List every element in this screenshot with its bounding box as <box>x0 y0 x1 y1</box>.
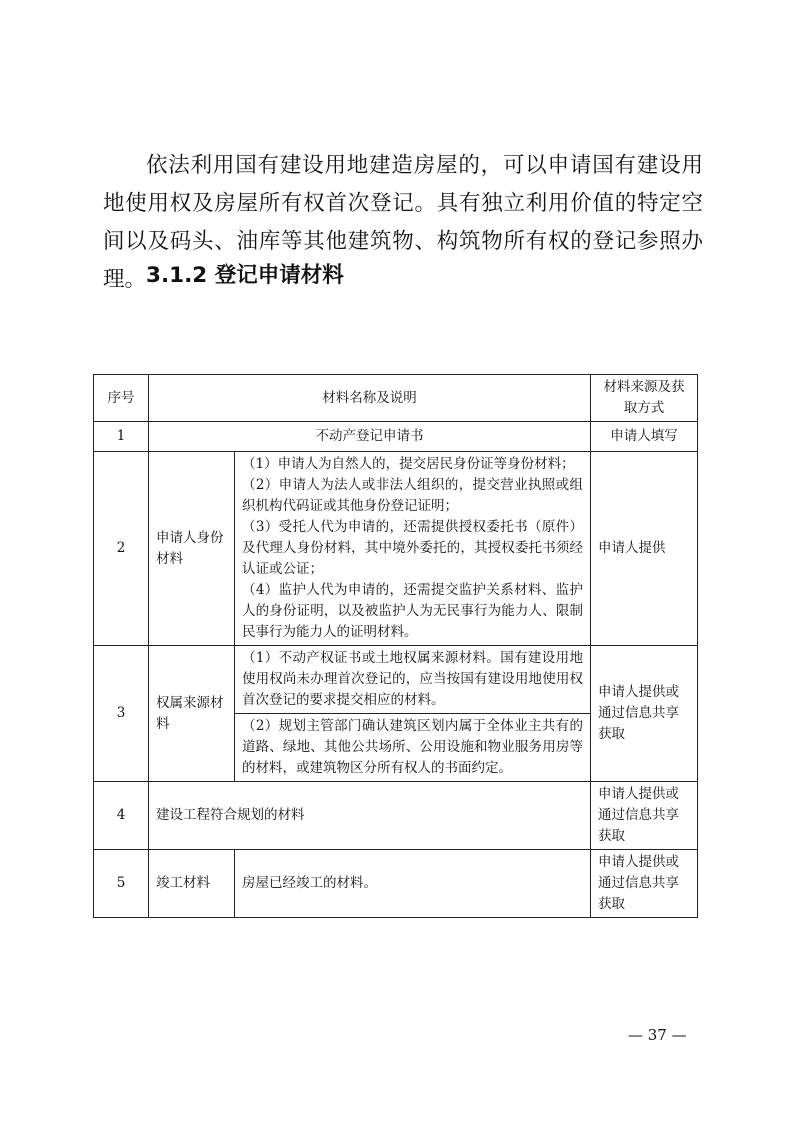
row-name: 建设工程符合规划的材料 <box>149 782 591 850</box>
row-seq: 2 <box>94 452 149 646</box>
table-row <box>94 782 698 850</box>
row-name: 申请人身份材料 <box>149 452 235 646</box>
table-row <box>94 452 698 646</box>
row-detail <box>235 452 591 646</box>
row-seq: 1 <box>94 422 149 452</box>
row-seq: 3 <box>94 646 149 782</box>
header-name: 材料名称及说明 <box>149 375 591 422</box>
row-source: 申请人填写 <box>591 422 698 452</box>
row-source: 申请人提供 <box>591 452 698 646</box>
row-name: 竣工材料 <box>149 850 235 918</box>
row-detail: （1）不动产权证书或土地权属来源材料。国有建设用地使用权尚未办理首次登记的，应当按国有建设用地使用权首次登记的要求提交相应的材料。 <box>235 646 591 714</box>
section-heading: 3.1.2 登记申请材料 <box>146 263 344 288</box>
row-source: 申请人提供或通过信息共享获取 <box>591 782 698 850</box>
row-detail: （2）规划主管部门确认建筑区划内属于全体业主共有的道路、绿地、其他公共场所、公用设施和物业服务用房等的材料，或建筑物区分所有权人的书面约定。 <box>235 714 591 782</box>
header-seq: 序号 <box>94 375 149 422</box>
table-header-row <box>94 375 698 422</box>
table-row <box>94 422 698 452</box>
table-row <box>94 850 698 918</box>
row-seq: 5 <box>94 850 149 918</box>
row-name: 不动产登记申请书 <box>149 422 591 452</box>
page-number: — 37 — <box>628 1026 687 1044</box>
materials-table <box>93 374 698 918</box>
row-source: 申请人提供或通过信息共享获取 <box>591 646 698 782</box>
detail-item: （1）申请人为自然人的，提交居民身份证等身份材料； <box>242 456 575 472</box>
detail-item: （4）监护人代为申请的，还需提交监护关系材料、监护人的身份证明，以及被监护人为无民事行为能力人、限制民事行为能力人的证明材料。 <box>242 582 583 640</box>
intro-paragraph-text: 依法利用国有建设用地建造房屋的，可以申请国有建设用地使用权及房屋所有权首次登记。具有独立利用价值的特定空间以及码头、油库等其他建筑物、构筑物所有权的登记参照办理。 <box>103 153 703 292</box>
row-seq: 4 <box>94 782 149 850</box>
table-row <box>94 646 698 714</box>
detail-item: （3）受托人代为申请的，还需提供授权委托书（原件）及代理人身份材料，其中境外委托的，其授权委托书须经认证或公证； <box>242 519 583 577</box>
row-detail: 房屋已经竣工的材料。 <box>235 850 591 918</box>
detail-item: （2）申请人为法人或非法人组织的，提交营业执照或组织机构代码证或其他身份登记证明； <box>242 477 583 514</box>
header-source: 材料来源及获取方式 <box>591 375 698 422</box>
row-name: 权属来源材料 <box>149 646 235 782</box>
row-source: 申请人提供或通过信息共享获取 <box>591 850 698 918</box>
